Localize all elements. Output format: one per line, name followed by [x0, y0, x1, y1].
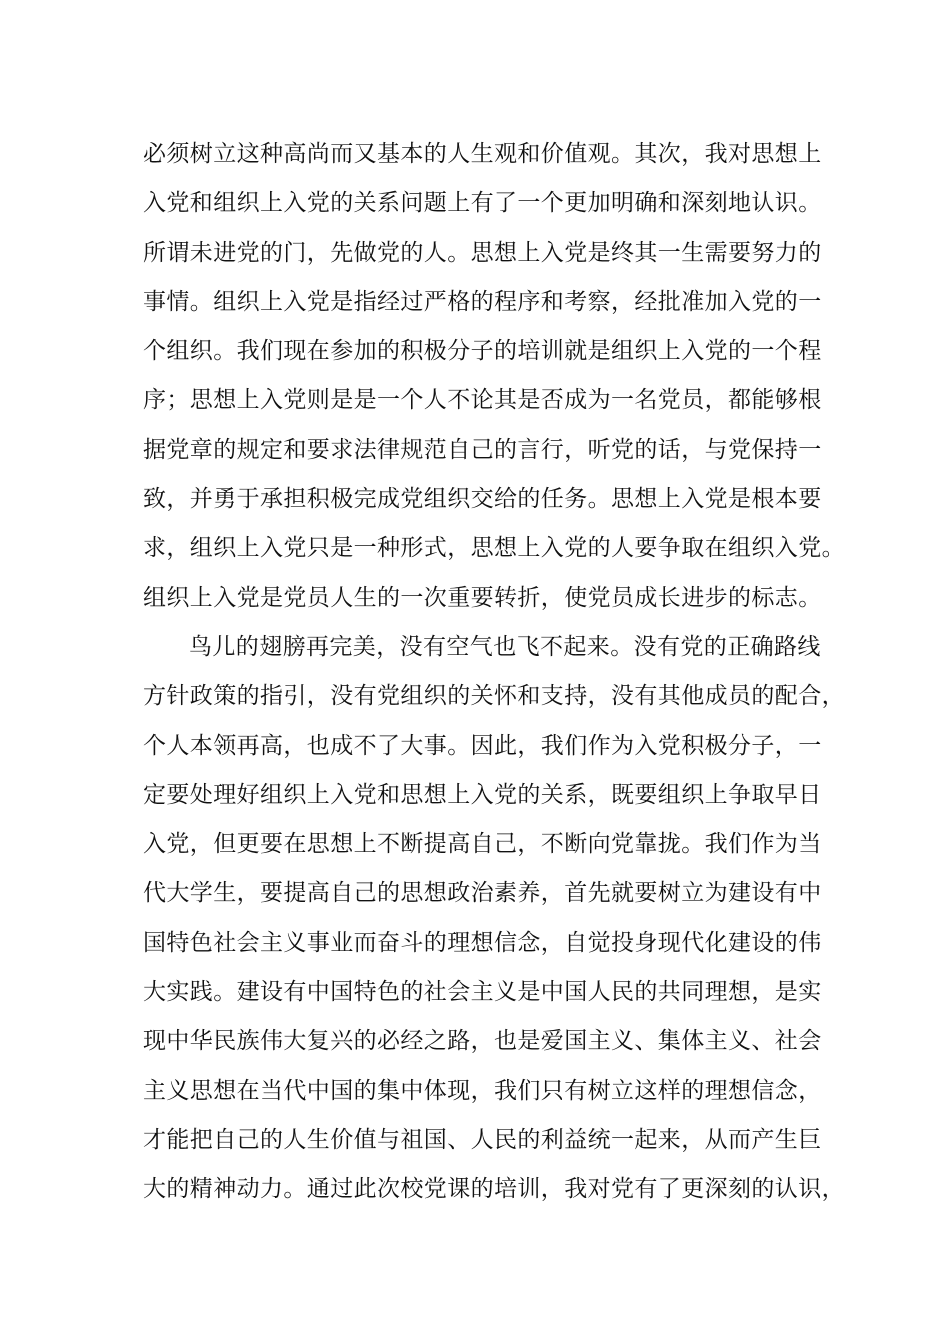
- essay-text: [143, 130, 843, 1215]
- text-line: 个人本领再高，也成不了大事。因此，我们作为入党积极分子，一: [143, 732, 822, 759]
- text-line: 序；思想上入党则是是一个人不论其是否成为一名党员，都能够根: [143, 387, 822, 414]
- paragraph-start-line: 鸟儿的翅膀再完美，没有空气也飞不起来。没有党的正确路线: [189, 633, 821, 660]
- text-line: 个组织。我们现在参加的积极分子的培训就是组织上入党的一个程: [143, 338, 822, 365]
- text-line: 定要处理好组织上入党和思想上入党的关系，既要组织上争取早日: [143, 781, 822, 808]
- text-line: 才能把自己的人生价值与祖国、人民的利益统一起来，从而产生巨: [143, 1126, 822, 1153]
- text-line: 大实践。建设有中国特色的社会主义是中国人民的共同理想，是实: [143, 979, 822, 1006]
- text-line: 事情。组织上入党是指经过严格的程序和考察，经批准加入党的一: [143, 288, 822, 315]
- text-line: 代大学生，要提高自己的思想政治素养，首先就要树立为建设有中: [143, 880, 822, 907]
- text-line: 国特色社会主义事业而奋斗的理想信念，自觉投身现代化建设的伟: [143, 929, 822, 956]
- text-line: 求，组织上入党只是一种形式，思想上入党的人要争取在组织入党。: [143, 535, 845, 562]
- text-line: 主义思想在当代中国的集中体现，我们只有树立这样的理想信念，: [143, 1077, 822, 1104]
- text-line: 组织上入党是党员人生的一次重要转折，使党员成长进步的标志。: [143, 584, 822, 611]
- text-line: 入党，但更要在思想上不断提高自己，不断向党靠拢。我们作为当: [143, 831, 822, 858]
- text-line: 所谓未进党的门，先做党的人。思想上入党是终其一生需要努力的: [143, 239, 822, 266]
- text-line: 方针政策的指引，没有党组织的关怀和支持，没有其他成员的配合，: [143, 683, 845, 710]
- text-line: 入党和组织上入党的关系问题上有了一个更加明确和深刻地认识。: [143, 190, 822, 217]
- text-line: 现中华民族伟大复兴的必经之路，也是爱国主义、集体主义、社会: [143, 1028, 822, 1055]
- text-line: 致，并勇于承担积极完成党组织交给的任务。思想上入党是根本要: [143, 486, 822, 513]
- text-line: 必须树立这种高尚而又基本的人生观和价值观。其次，我对思想上: [143, 141, 822, 167]
- text-line: 大的精神动力。通过此次校党课的培训，我对党有了更深刻的认识，: [143, 1176, 845, 1203]
- text-line: 据党章的规定和要求法律规范自己的言行，听党的话，与党保持一: [143, 436, 822, 463]
